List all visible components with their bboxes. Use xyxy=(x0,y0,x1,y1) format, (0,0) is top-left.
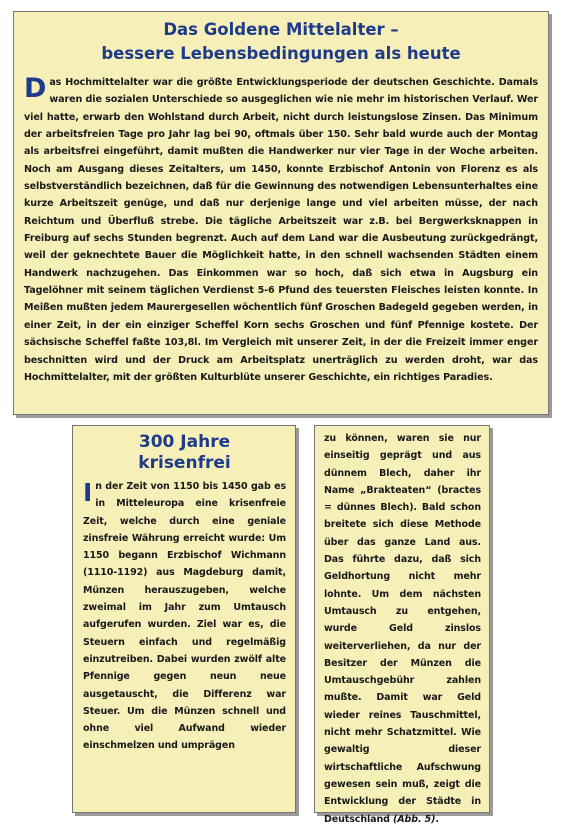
figure-reference: (Abb. 5) xyxy=(393,813,436,825)
article-bottom-left-body xyxy=(83,478,286,755)
article-top-title-line1: Das Goldene Mittelalter – xyxy=(163,20,399,39)
article-top-body-text: as Hochmittelalter war die größte Entwicklungsperiode der deutschen Geschichte. Damals waren die sozialen Unterschiede so ausgeglichen wie nie mehr im historischen Verlauf. Wer viel hatte, erwarb den Wohlstand durch Arbeit, nicht durch leistungslose Zinsen. Das Minimum der arbeitsfreien Tage pro Jahr lag bei 90, oftmals über 150. Sehr bald wurde auch der Montag als arbeitsfrei eingeführt, damit mußten die Handwerker nur vier Tage in der Woche arbeiten. Noch am Ausgang dieses Zeitalters, um 1450, konnte Erzbischof Antonin von Florenz es als selbstverständlich bezeichnen, daß für die Gewinnung des notwendigen Lebensunterhaltes eine kurze Arbeitszeit genüge, und daß nur derjenige lange und viel arbeiten müsse, der nach Reichtum und Überfluß strebe. Die tägliche Arbeitszeit war z.B. bei Bergwerksknappen in Freiburg auf sechs Stunden begrenzt. Auch auf dem Land war die Ausbeutung zurückgedrängt, weil der geknechtete Bauer die Möglichkeit hatte, in den schnell wachsenden Städten einem Handwerk nachzugehen. Das Einkommen war so hoch, daß sich etwa in Augsburg ein Tagelöhner mit seinem täglichen Verdienst 5-6 Pfund des teuersten Fleisches leisten konnte. In Meißen mußten jedem Maurergesellen wöchentlich fünf Groschen Badegeld gegeben werden, in einer Zeit, in der ein einziger Scheffel Korn sechs Groschen und fünf Pfennige kostete. Der sächsische Scheffel faßte 103,8l. Im Vergleich mit unserer Zeit, in der die Freizeit immer enger beschnitten wird und der Druck am Arbeitsplatz unerträglich zu werden droht, war das Hochmittelalter, mit der größten Kulturblüte unserer Geschichte, ein richtiges Paradies. xyxy=(24,77,538,383)
article-bottom-right-column xyxy=(314,425,490,825)
article-top-title-line2: bessere Lebensbedingungen als heute xyxy=(101,44,461,63)
article-bottom-title-line1: 300 Jahre xyxy=(138,432,231,452)
article-bottom-right-body xyxy=(324,430,481,828)
article-bottom-left-column xyxy=(72,425,296,813)
article-bottom-title xyxy=(83,432,286,474)
article-bottom-dropcap: I xyxy=(83,478,93,507)
article-bottom-right-text: zu können, waren sie nur einseitig geprägt und aus dünnem Blech, daher ihr Name „Brakteaten“ (bractes = dünnes Blech). Bald schon breitete sich diese Methode über das ganze Land aus. Das führte dazu, daß sich Geldhortung nicht mehr lohnte. Um dem nächsten Umtausch zu entgehen, wurde Geld zinslos weiterverliehen, da nur der Besitzer der Münzen die Umtauschgebühr zahlen mußte. Damit war Geld wieder reines Tauschmittel, nicht mehr Schatzmittel. Wie gewaltig dieser wirtschaftliche Aufschwung gewesen sein muß, zeigt die Entwicklung der Städte in Deutschland xyxy=(324,433,481,825)
article-bottom-title-line2: krisenfrei xyxy=(138,453,231,473)
article-top-dropcap: D xyxy=(24,73,47,104)
article-bottom-left-text: n der Zeit von 1150 bis 1450 gab es in Mitteleuropa eine krisenfreie Zeit, welche durch eine geniale zinsfreie Währung erreicht wurde: Um 1150 begann Erzbischof Wichmann (1110-1192) aus Magdeburg damit, Münzen herauszugeben, welche zweimal im Jahr zum Umtausch aufgerufen wurden. Ziel war es, die Steuern einfach und regelmäßig einzutreiben. Dabei wurden zwölf alte Pfennige gegen neun neue ausgetauscht, die Differenz war Steuer. Um die Münzen schnell und ohne viel Aufwand wieder einschmelzen und umprägen xyxy=(83,481,286,752)
article-top-title xyxy=(24,18,538,66)
end-punctuation: . xyxy=(435,813,439,825)
article-top-body xyxy=(24,74,538,386)
article-top-box xyxy=(13,11,549,415)
